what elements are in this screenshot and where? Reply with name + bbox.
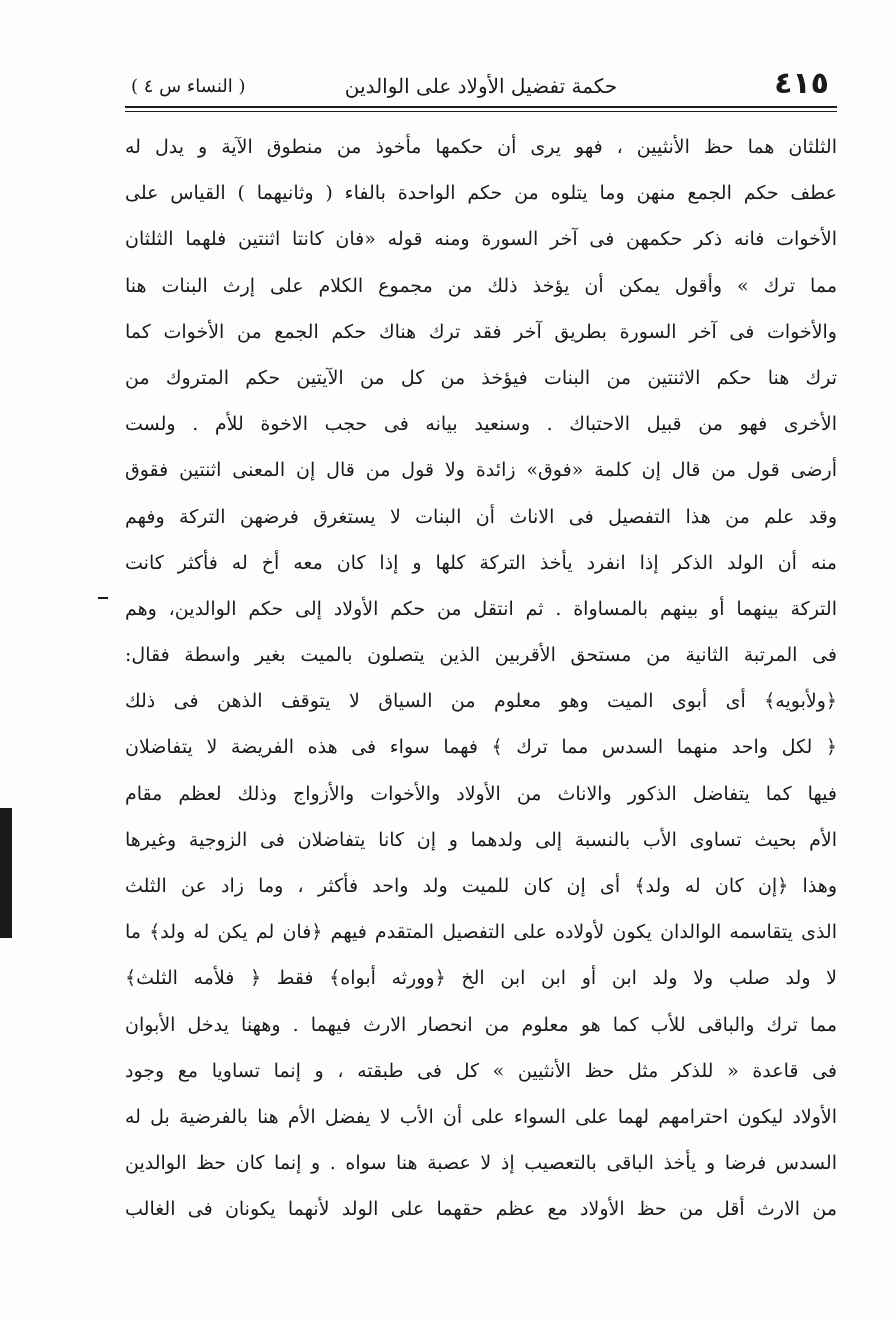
page-number: ٤١٥ <box>774 66 829 101</box>
text-line: مما ترك والباقى للأب كما هو معلوم من انحصار الارث فيهما . وههنا يدخل الأبوان <box>125 1013 837 1036</box>
header-rule-thin <box>125 111 837 112</box>
text-line: السدس فرضا و يأخذ الباقى بالتعصيب إذ لا عصبة هنا سواه . و إنما كان حظ الوالدين <box>125 1152 837 1175</box>
page-header <box>125 62 837 112</box>
text-line: الأم بحيث تساوى الأب بالنسبة إلى ولدهما و إن كانا يتفاضلان فى الزوجية وغيرها <box>125 828 837 851</box>
text-line: مما ترك » وأقول يمكن أن يؤخذ ذلك من مجموع الكلام على إرث البنات هنا <box>125 274 837 297</box>
text-line: الأخوات فانه ذكر حكمهن فى آخر السورة ومنه قوله «فان كانتا اثنتين فلهما الثلثان <box>125 228 837 251</box>
surah-reference: ( النساء س ٤ ) <box>131 76 246 97</box>
running-title: حكمة تفضيل الأولاد على الوالدين <box>344 74 618 98</box>
text-line: عطف حكم الجمع منهن وما يتلوه من حكم الواحدة بالفاء ( وثانيهما ) القياس على <box>125 182 837 205</box>
binding-edge <box>0 808 12 938</box>
text-line: ترك هنا حكم الاثنتين من البنات فيؤخذ من كل من الآيتين حكم المتروك من <box>125 366 837 389</box>
text-line: ﴿ لكل واحد منهما السدس مما ترك ﴾ فهما سواء فى هذه الفريضة لا يتفاضلان <box>125 736 837 759</box>
text-line: وقد علم من هذا التفصيل فى الاناث أن البنات لا يستغرق فرضهن التركة وفهم <box>125 505 837 528</box>
text-line: والأخوات فى آخر السورة بطريق آخر فقد ترك هناك حكم الجمع من الأخوات كما <box>125 320 837 343</box>
margin-mark <box>98 597 108 599</box>
text-line: التركة بينهما أو بينهم بالمساواة . ثم انتقل من حكم الأولاد إلى حكم الوالدين، وهم <box>125 597 837 620</box>
text-line: وهذا ﴿إن كان له ولد﴾ أى إن كان للميت ولد واحد فأكثر ، وما زاد عن الثلث <box>125 875 837 897</box>
text-line: أرضى قول من قال إن كلمة «فوق» زائدة ولا قول من قال إن المعنى اثنتين فقوق <box>125 459 837 482</box>
text-line: الأخرى فهو من قبيل الاحتباك . وسنعيد بيانه فى حجب الاخوة للأم . ولست <box>125 413 837 436</box>
text-line: لا ولد صلب ولا ولد ابن أو ابن ابن الخ ﴿وورثه أبواه﴾ فقط ﴿ فلأمه الثلث﴾ <box>125 967 837 990</box>
text-line: فيها كما يتفاضل الذكور والاناث من الأولاد والأخوات والأزواج وذلك لعظم مقام <box>125 782 837 805</box>
text-line: ﴿ولأبويه﴾ أى أبوى الميت وهو معلوم من السياق لا يتوقف الذهن فى ذلك <box>125 690 837 713</box>
text-line: فى المرتبة الثانية من مستحق الأقربين الذين يتصلون بالميت بغير واسطة فقال: <box>125 644 837 667</box>
text-line: منه أن الولد الذكر إذا انفرد يأخذ التركة كلها و إذا كان معه أخ له فأكثر كانت <box>125 551 837 574</box>
body-text <box>125 124 837 1233</box>
text-line: الذى يتقاسمه الوالدان يكون لأولاده على التفصيل المتقدم فيهم ﴿فان لم يكن له ولد﴾ ما <box>125 921 837 944</box>
text-line: من الارث أقل من حظ الأولاد مع عظم حقهما على الولد لأنهما يكونان فى الغالب <box>125 1198 837 1221</box>
text-line: الثلثان هما حظ الأنثيين ، فهو يرى أن حكمها مأخوذ من منطوق الآية و يدل له <box>125 136 837 158</box>
text-line: الأولاد ليكون احترامهم لهما على السواء على أن الأب لا يفضل الأم هنا بالفرضية بل له <box>125 1105 837 1128</box>
text-line: فى قاعدة « للذكر مثل حظ الأنثيين » كل فى طبقته ، و إنما تساويا مع وجود <box>125 1059 837 1082</box>
header-rule <box>125 106 837 108</box>
